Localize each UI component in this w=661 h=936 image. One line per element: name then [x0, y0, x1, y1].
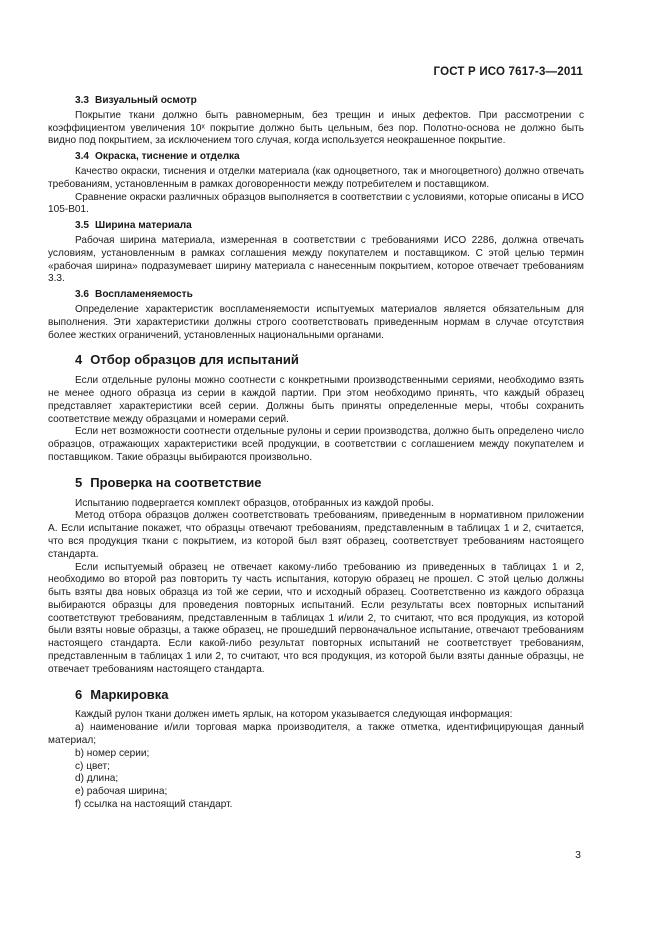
section-number: 5: [75, 474, 83, 490]
subsection-3-5-heading: [75, 220, 584, 233]
subsection-3-4-heading: [75, 151, 584, 164]
paragraph: Метод отбора образцов должен соответствовать требованиям, приведенным в нормативном приложении А. Если испытание покажет, что образцы отвечают требованиям, представленным в таблицах 1 и 2, считается, что вся продукция ткани с покрытием, из которой был взят образец, соответствует требованиям настоящего стандарта.: [48, 510, 584, 560]
paragraph: Покрытие ткани должно быть равномерным, без трещин и иных дефектов. При рассмотрении с коэффициентом увеличения 10ˣ покрытие должно быть цельным, без пор. Полотно-основа не должно быть видно под покрытием, за исключением того случая, когда используется неокрашенное покрытие.: [48, 109, 584, 147]
section-6-heading: [75, 686, 584, 702]
list-item: a) наименование и/или торговая марка производителя, а также отметка, идентифицирующая данный материал;: [48, 722, 584, 747]
section-number: 6: [75, 686, 83, 702]
subsection-title: Ширина материала: [95, 220, 192, 232]
document-header: ГОСТ Р ИСО 7617-3—2011: [433, 66, 583, 78]
paragraph: Если испытуемый образец не отвечает какому-либо требованию из приведенных в таблицах 1 и 2, необходимо во второй раз повторить ту часть испытания, которую образец не прошел. С этой целью должны быть взяты два новых образца из той же серии, что и исходный образец. Соответственно из каждого образца выбираются образцы для проведения повторных испытаний. Если результаты всех повторных испытаний соответствуют требованиям, представленным в таблицах 1 и/или 2, то считают, что вся продукция, из которой были взяты новые образцы, а также образец, не прошедший первоначальное испытание, отвечают требованиям настоящего стандарта. Если какой-либо результат повторных испытаний не соответствует требованиям, представленным в таблицах 1 или 2, то считают, что вся продукция, из которой были взяты данные образцы, не отвечает требованиям настоящего стандарта.: [48, 561, 584, 675]
subsection-3-6-heading: [75, 289, 584, 302]
subsection-title: Визуальный осмотр: [95, 95, 197, 106]
list-item: f) ссылка на настоящий стандарт.: [75, 799, 233, 811]
section-number: 4: [75, 352, 83, 368]
paragraph: Качество окраски, тиснения и отделки материала (как одноцветного, так и многоцветного) должно отвечать требованиям, установленным в рамках договоренности между потребителем и поставщиком.: [48, 165, 584, 190]
list-item: b) номер серии;: [75, 747, 150, 759]
page-number: 3: [575, 849, 581, 861]
paragraph: Сравнение окраски различных образцов выполняется в соответствии с условиями, которые описаны в ИСО 105-В01.: [48, 191, 584, 216]
subsection-number: 3.3: [75, 95, 90, 106]
section-title: Отбор образцов для испытаний: [90, 352, 299, 368]
section-4-heading: [75, 354, 584, 367]
section-5-heading: [75, 474, 584, 490]
document-body: [48, 92, 584, 812]
subsection-number: 3.6: [75, 289, 90, 301]
section-title: Маркировка: [90, 686, 169, 702]
subsection-3-3-heading: [75, 95, 584, 108]
subsection-number: 3.5: [75, 220, 90, 232]
paragraph: Испытанию подвергается комплект образцов, отобранных из каждой пробы.: [75, 497, 434, 509]
paragraph: Если нет возможности соотнести отдельные рулоны и серии производства, должно быть определено число образцов, отражающих характеристики всей продукции, в соответствии с соглашением между покупателем и поставщиком. Такие образцы выбираются произвольно.: [48, 426, 584, 463]
list-item: c) цвет;: [75, 760, 110, 772]
list-item: e) рабочая ширина;: [75, 786, 168, 798]
paragraph: Каждый рулон ткани должен иметь ярлык, на котором указывается следующая информация:: [75, 709, 513, 721]
paragraph: Определение характеристик воспламеняемости испытуемых материалов является обязательным для выполнения. Эти характеристики должны строго соответствовать приведенным нормам в случае отсутствия более жестких ограничений, установленных национальными органами.: [48, 303, 584, 341]
subsection-title: Окраска, тиснение и отделка: [95, 151, 240, 163]
section-title: Проверка на соответствие: [90, 474, 262, 490]
subsection-number: 3.4: [75, 151, 90, 163]
paragraph: Рабочая ширина материала, измеренная в соответствии с требованиями ИСО 2286, должна отвечать условиям, установленным в рамках соглашения между покупателем и поставщиком. С этой целью термин «рабочая ширина» подразумевает ширину материала с нанесенным покрытием, которое отвечает требованиям 3.3.: [48, 234, 584, 285]
list-item: d) длина;: [75, 773, 119, 785]
subsection-title: Воспламеняемость: [95, 289, 193, 301]
paragraph: Если отдельные рулоны можно соотнести с конкретными производственными сериями, необходимо взять не менее одного образца из серии в каждой партии. При этом необходимо принять, что каждый образец представляет характеристики всей серии. Должны быть приняты определенные меры, чтобы сохранить соответствие между образцами и номерами серий.: [48, 375, 584, 425]
